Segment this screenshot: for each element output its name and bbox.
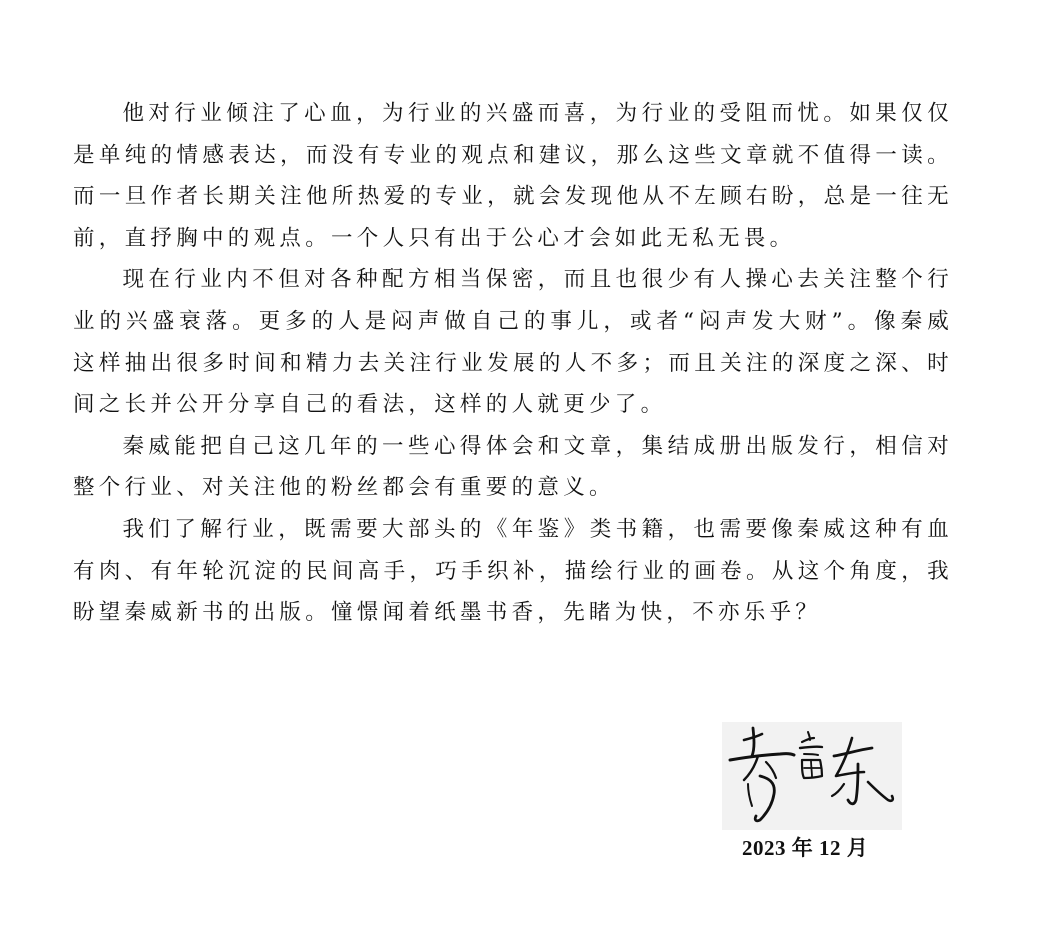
preface-body: [73, 93, 953, 634]
signature-icon: [722, 722, 902, 830]
handwritten-signature: [722, 722, 902, 830]
signature-date: 2023 年 12 月: [742, 836, 869, 860]
paragraph-4: 我们了解行业，既需要大部头的《年鉴》类书籍，也需要像秦威这种有血有肉、有年轮沉淀的民间高手，巧手织补，描绘行业的画卷。从这个角度，我盼望秦威新书的出版。憧憬闻着纸墨书香，先睹为快，不亦乐乎？: [73, 516, 953, 626]
paragraph-1: 他对行业倾注了心血，为行业的兴盛而喜，为行业的受阻而忧。如果仅仅是单纯的情感表达，而没有专业的观点和建议，那么这些文章就不值得一读。而一旦作者长期关注他所热爱的专业，就会发现他从不左顾右盼，总是一往无前，直抒胸中的观点。一个人只有出于公心才会如此无私无畏。: [73, 101, 953, 251]
paragraph-3: 秦威能把自己这几年的一些心得体会和文章，集结成册出版发行，相信对整个行业、对关注他的粉丝都会有重要的意义。: [73, 433, 953, 501]
paragraph-2: 现在行业内不但对各种配方相当保密，而且也很少有人操心去关注整个行业的兴盛衰落。更多的人是闷声做自己的事儿，或者“闷声发大财”。像秦威这样抽出很多时间和精力去关注行业发展的人不多；而且关注的深度之深、时间之长并公开分享自己的看法，这样的人就更少了。: [73, 267, 953, 418]
